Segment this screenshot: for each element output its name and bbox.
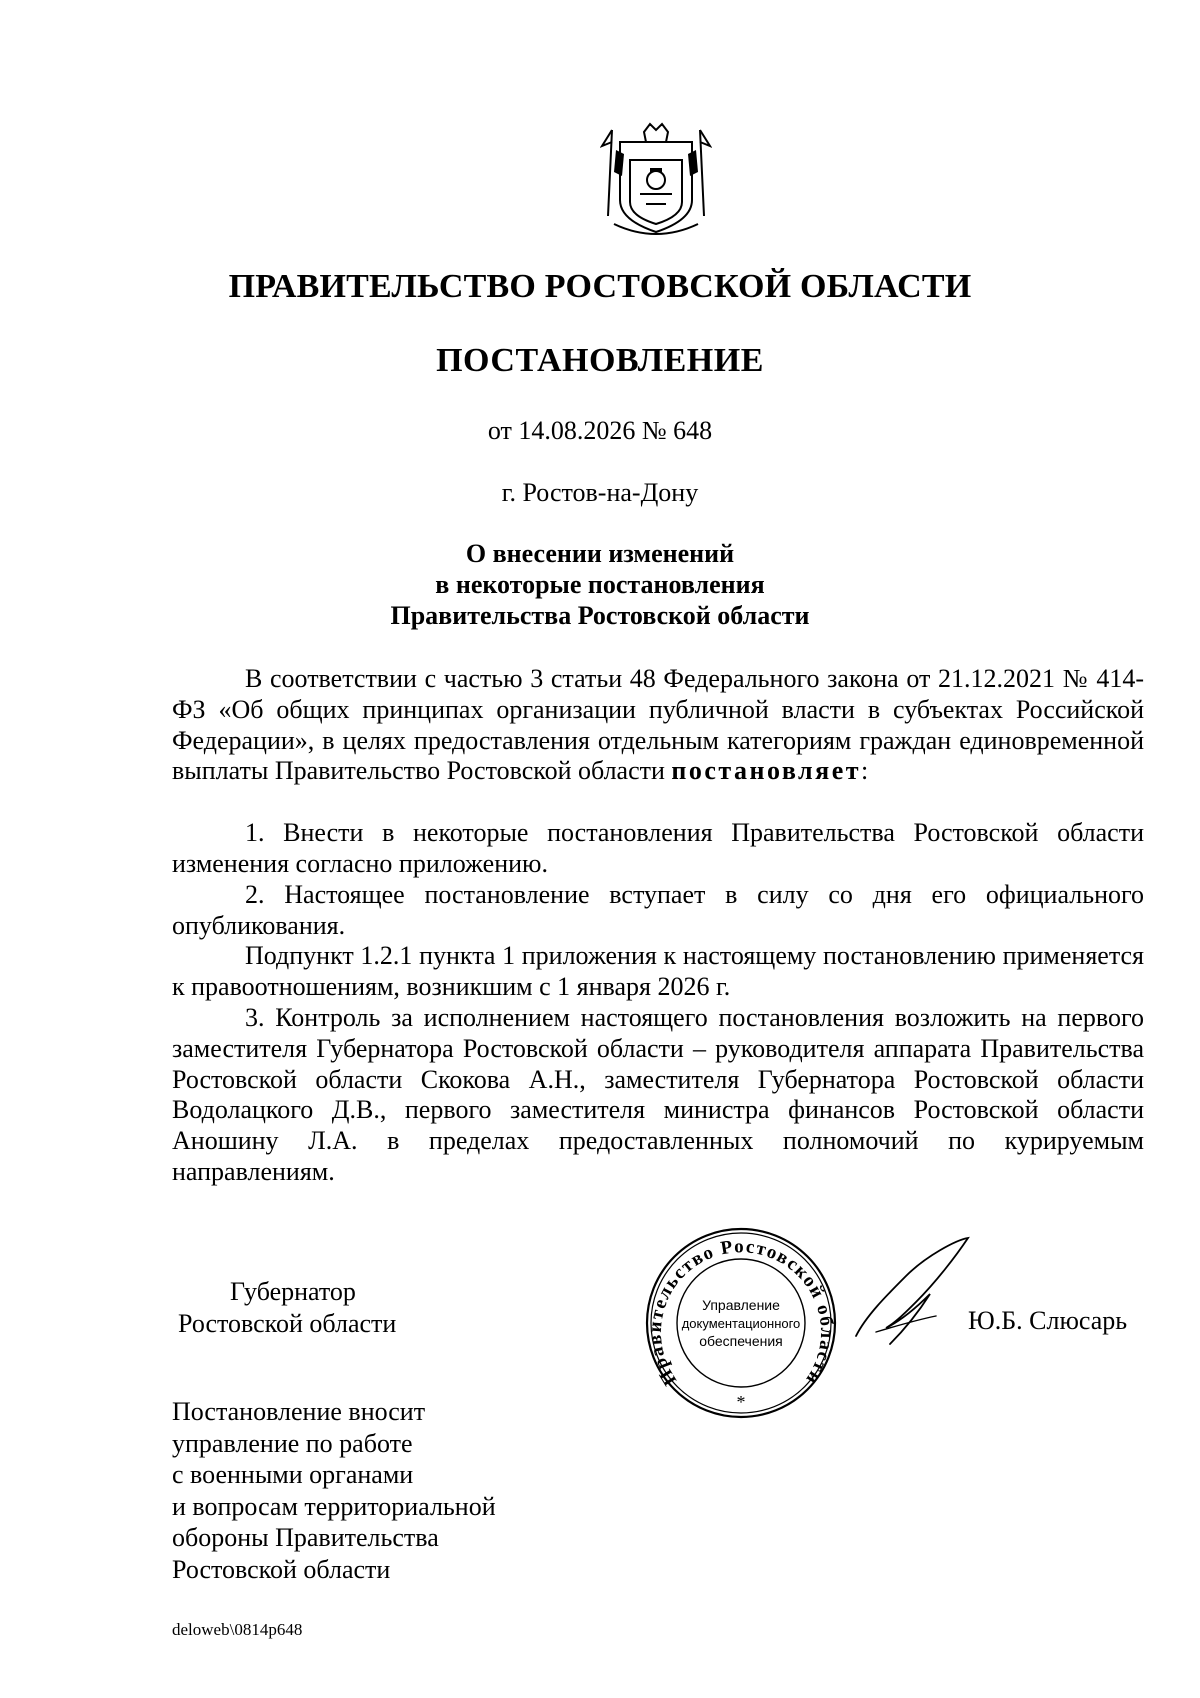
- submitted-by-note: [172, 1396, 496, 1585]
- preamble-colon: :: [861, 756, 869, 786]
- item-paragraph: 2. Настоящее постановление вступает в силу со дня его официального опубликования.: [172, 879, 1144, 940]
- signer-title-line: Губернатор: [230, 1277, 356, 1306]
- subject-line: Правительства Ростовской области: [390, 601, 810, 630]
- note-line: Постановление вносит: [172, 1397, 426, 1426]
- official-stamp: [644, 1226, 838, 1420]
- document-type: ПОСТАНОВЛЕНИЕ: [436, 342, 764, 379]
- document-body: [172, 664, 1144, 1188]
- stamp-star: *: [736, 1392, 746, 1412]
- subject-line: в некоторые постановления: [435, 570, 765, 599]
- item-paragraph: 1. Внести в некоторые постановления Правительства Ростовской области изменения согласно приложению.: [172, 818, 1144, 878]
- note-line: Ростовской области: [172, 1554, 391, 1584]
- preamble-text: В соответствии с частью 3 статьи 48 Федерального закона от 21.12.2021 № 414-ФЗ «Об общих принципах организации публичной власти в субъектах Российской Федерации», в целях предоставления отдельным категориям граждан единовременной выплаты Правительство Ростовской области: [172, 664, 1144, 786]
- note-line: обороны Правительства: [172, 1523, 439, 1552]
- subject-line: О внесении изменений: [465, 539, 735, 568]
- resolves-word: постановляет: [671, 756, 862, 786]
- stamp-center-line: Управление: [702, 1297, 780, 1313]
- coat-of-arms-emblem: [600, 120, 712, 244]
- note-line: управление по работе: [172, 1428, 413, 1458]
- organization-name: ПРАВИТЕЛЬСТВО РОСТОВСКОЙ ОБЛАСТИ: [228, 268, 972, 305]
- note-line: с военными органами: [172, 1460, 414, 1489]
- handwritten-signature: [846, 1236, 976, 1352]
- preamble-paragraph: [172, 664, 1144, 787]
- stamp-center-line: обеспечения: [699, 1333, 783, 1349]
- stamp-ring-text: Правительство Ростовской области: [644, 1236, 838, 1390]
- signer-title-line: Ростовской области: [178, 1309, 397, 1338]
- document-city: г. Ростов-на-Дону: [501, 478, 699, 507]
- item-paragraph: Подпункт 1.2.1 пункта 1 приложения к настоящему постановлению применяется к правоотношениям, возникшим с 1 января 2026 г.: [172, 941, 1144, 1002]
- stamp-center-line: документационного: [681, 1316, 801, 1331]
- signer-title: [178, 1276, 396, 1340]
- file-code: deloweb\0814p648: [172, 1620, 303, 1639]
- document-date-number: от 14.08.2026 № 648: [487, 416, 713, 445]
- signer-name: Ю.Б. Слюсарь: [968, 1306, 1128, 1335]
- item-paragraph: 3. Контроль за исполнением настоящего постановления возложить на первого заместителя Губернатора Ростовской области – руководителя аппарата Правительства Ростовской области Скокова А.Н., заместителя Губернатора Ростовской области Водолацкого Д.В., первого заместителя министра финансов Ростовской области Аношину Л.А. в пределах предоставленных полномочий по курируемым направлениям.: [172, 1002, 1144, 1186]
- note-line: и вопросам территориальной: [172, 1491, 496, 1521]
- document-subject: [0, 538, 1200, 631]
